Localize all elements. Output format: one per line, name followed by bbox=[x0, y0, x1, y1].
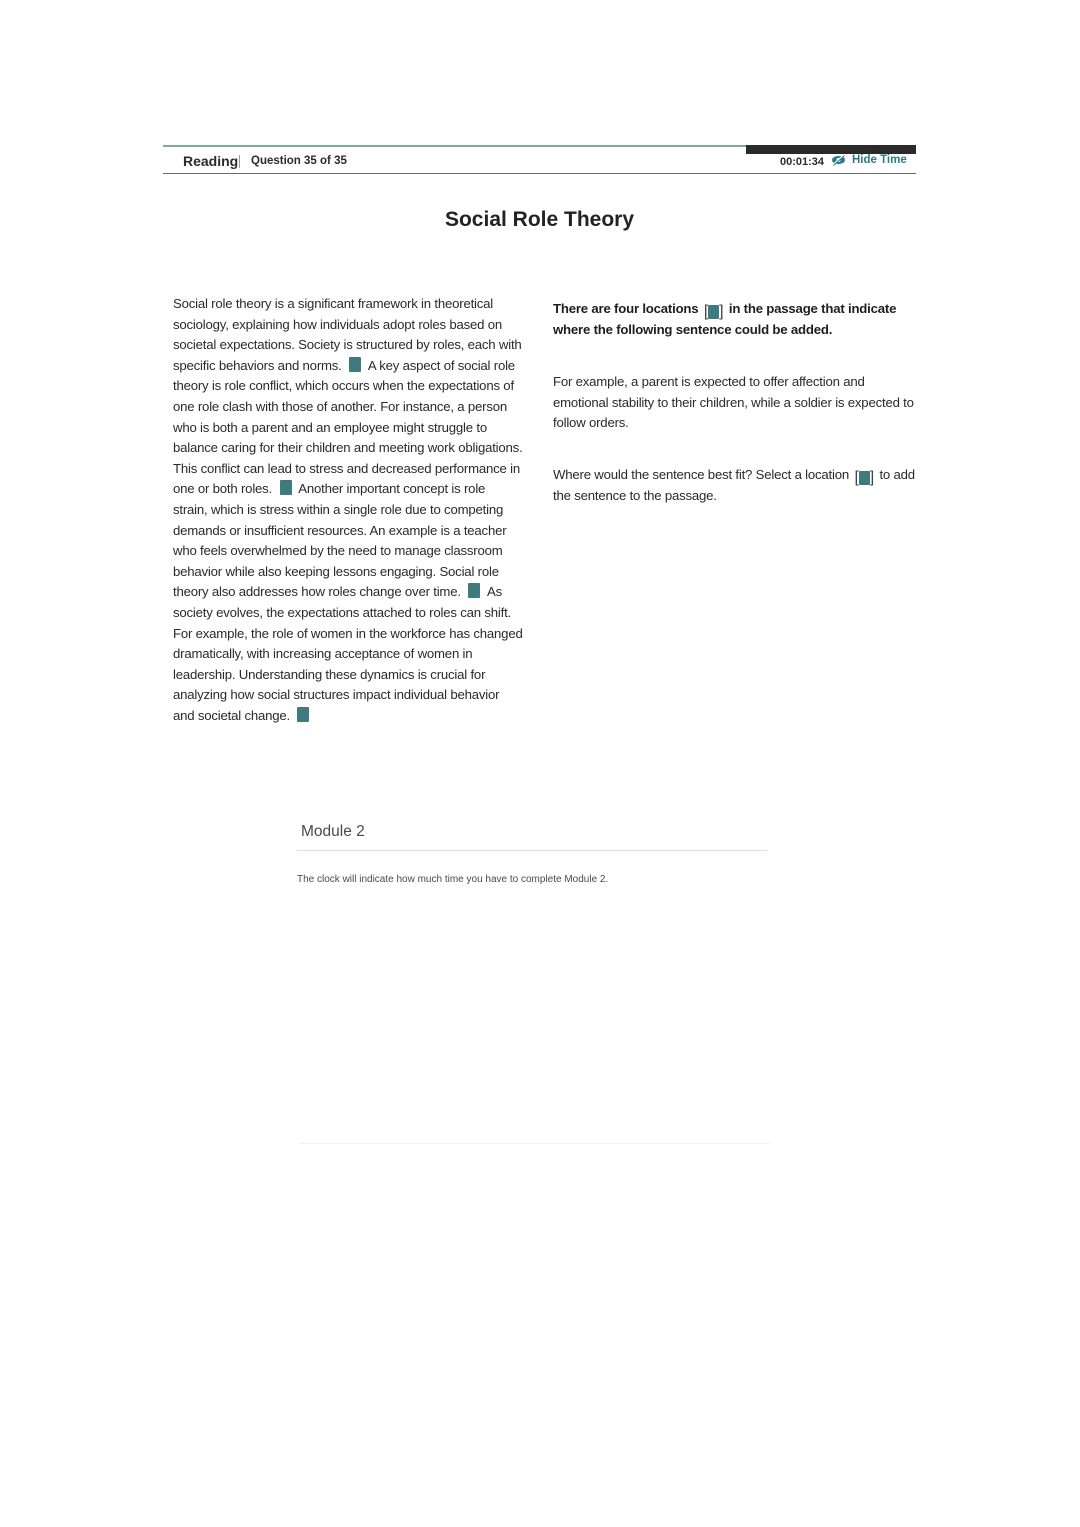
instruction-text-after: in the passage that indicate where the following sentence could be added. bbox=[553, 301, 897, 337]
module-title: Module 2 bbox=[301, 823, 365, 840]
toolbar-divider bbox=[239, 155, 240, 168]
insert-marker-icon: [ ] bbox=[703, 303, 724, 320]
insert-location-marker-4[interactable] bbox=[297, 707, 309, 722]
insert-location-marker-1[interactable] bbox=[349, 357, 361, 372]
top-toolbar bbox=[163, 145, 916, 174]
insert-location-marker-3[interactable] bbox=[468, 583, 480, 598]
passage-text-2: A key aspect of social role theory is role conflict, which occurs when the expectations of one role clash with those of another. For instance, a person who is both a parent and an employee might struggle to balance caring for their children and meeting work obligations. This conflict can lead to stress and decreased performance in one or both roles. bbox=[173, 357, 523, 497]
hide-time-button[interactable] bbox=[831, 154, 907, 166]
section-name: Reading bbox=[183, 153, 239, 169]
instruction-text-before: There are four locations bbox=[553, 301, 699, 316]
reading-passage bbox=[173, 294, 523, 726]
insert-marker-icon: [ ] bbox=[854, 469, 874, 486]
passage-text-4: As society evolves, the expectations attached to roles can shift. For example, the role of women in the workforce has changed dramatically, with increasing acceptance of women in leadership. Understanding these dynamics is crucial for analyzing how social structures impact individual behavior and societal change. bbox=[173, 584, 523, 723]
module-divider bbox=[297, 850, 767, 851]
module-description: The clock will indicate how much time you have to complete Module 2. bbox=[297, 874, 609, 885]
bottom-divider bbox=[300, 1143, 770, 1144]
hide-time-label: Hide Time bbox=[852, 154, 907, 166]
eye-slash-icon bbox=[831, 154, 846, 166]
question-instruction bbox=[553, 299, 918, 341]
question-prompt bbox=[553, 465, 918, 507]
question-count: Question 35 of 35 bbox=[251, 155, 347, 167]
prompt-text-before: Where would the sentence best fit? Select a location bbox=[553, 467, 850, 482]
timer: 00:01:34 bbox=[780, 156, 825, 168]
passage-text-1: Social role theory is a significant framework in theoretical sociology, explaining how individuals adopt roles based on societal expectations. Society is structured by roles, each with specific behaviors and norms. bbox=[173, 296, 522, 373]
passage-title: Social Role Theory bbox=[444, 208, 635, 231]
insert-location-marker-2[interactable] bbox=[280, 480, 292, 495]
insert-sentence: For example, a parent is expected to offer affection and emotional stability to their children, while a soldier is expected to follow orders. bbox=[553, 374, 914, 431]
passage-text-3: Another important concept is role strain, which is stress within a single role due to competing demands or insufficient resources. An example is a teacher who feels overwhelmed by the need to manage classroom behavior while also keeping lessons engaging. Social role theory also addresses how roles change over time. bbox=[173, 481, 507, 600]
timer-strip bbox=[746, 145, 916, 154]
prompt-text-after: to add the sentence to the passage. bbox=[553, 467, 915, 503]
